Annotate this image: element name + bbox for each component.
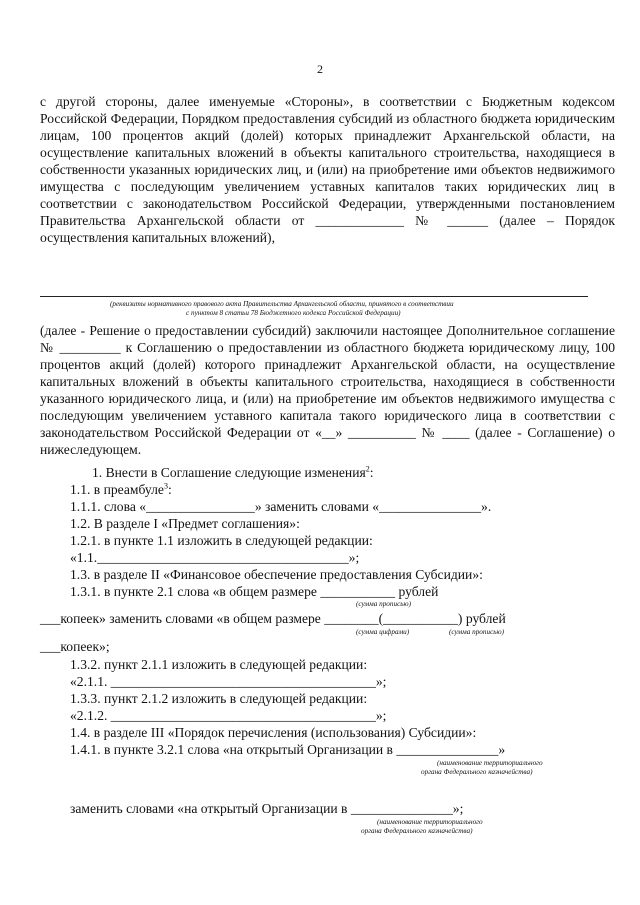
- item-1-3-1-cont: ___копеек» заменить словами «в общем размере ________(___________) рублей: [40, 611, 506, 626]
- item-1-3-1-end: ___копеек»;: [40, 639, 110, 654]
- note-normative-act-2: с пунктом 8 статьи 78 Бюджетного кодекса Российской Федерации): [186, 309, 401, 317]
- note-sum-digits: (сумма цифрами): [356, 628, 410, 636]
- note-treasury-2b: органа Федерального казначейства): [361, 827, 473, 835]
- item-1-4: 1.4. в разделе III «Порядок перечисления (использования) Субсидии»:: [70, 725, 477, 740]
- footnote-2: 2: [365, 464, 370, 474]
- footnote-3: 3: [163, 481, 168, 491]
- note-sum-words: (сумма прописью): [356, 600, 412, 608]
- item-1-3-1: 1.3.1. в пункте 2.1 слова «в общем размере ___________ рублей: [70, 584, 439, 599]
- item-1-1-colon: :: [167, 482, 172, 497]
- page-number: 2: [317, 62, 323, 76]
- item-1-3-2-text: «2.1.1. _______________________________________»;: [70, 674, 387, 689]
- signature-rule: [40, 296, 588, 297]
- paragraph-parties: с другой стороны, далее именуемые «Стороны», в соответствии с Бюджетным кодексом Российской Федерации, Порядком предоставления субсидий из областного бюджета юридическим лицам, 100 процентов акций (долей) которых принадлежит Архангельской области, на осуществление капитальных вложений в объекты капитального строительства, находящиеся в собственности указанных юридических лиц, и (или) на приобретение ими объектов недвижимого имущества с последующим увеличением уставных капиталов таких юридических лиц в соответствии с законодательством Российской Федерации, утвержденными постановлением Правительства Архангельской области от _____________ № ______ (далее – Порядок осуществления капитальных вложений),: [40, 94, 615, 245]
- item-1-3: 1.3. в разделе II «Финансовое обеспечение предоставления Субсидии»:: [70, 567, 483, 582]
- note-treasury-1b: органа Федерального казначейства): [421, 768, 533, 776]
- item-1-3-3: 1.3.3. пункт 2.1.2 изложить в следующей редакции:: [70, 691, 368, 706]
- paragraph-agreement: (далее - Решение о предоставлении субсидий) заключили настоящее Дополнительное соглашение № _________ к Соглашению о предоставлении из областного бюджета юридическому лицу, 100 процентов акций (долей) которого принадлежит Архангельской области, на осуществление капитальных вложений в объекты капитального строительства, находящиеся в собственности указанного юридического лица, и (или) на приобретение им объектов недвижимого имущества с последующим увеличением уставного капитала такого юридического лица в соответствии с законодательством Российской Федерации от «__» __________ № ____ (далее - Соглашение) о нижеследующем.: [40, 323, 615, 457]
- item-1-1: [70, 481, 172, 498]
- item-1-2-1-text: «1.1._____________________________________»;: [70, 550, 360, 565]
- note-sum-words-2: (сумма прописью): [449, 628, 505, 636]
- note-treasury-2a: (наименование территориального: [377, 818, 483, 826]
- item-1-4-1: 1.4.1. в пункте 3.2.1 слова «на открытый Организации в _______________»: [70, 742, 506, 757]
- item-1-text: 1. Внести в Соглашение следующие изменения: [92, 465, 366, 480]
- item-1-1-1: 1.1.1. слова «________________» заменить словами «_______________».: [70, 499, 492, 514]
- note-normative-act-1: (реквизиты нормативного правового акта Правительства Архангельской области, принятого в соответствии: [110, 300, 454, 308]
- item-1: [92, 464, 374, 481]
- item-1-3-3-text: «2.1.2. _______________________________________»;: [70, 708, 387, 723]
- item-1-2: 1.2. В разделе I «Предмет соглашения»:: [70, 516, 300, 531]
- item-1-3-2: 1.3.2. пункт 2.1.1 изложить в следующей редакции:: [70, 657, 368, 672]
- note-treasury-1a: (наименование территориального: [437, 759, 543, 767]
- replace-line: заменить словами «на открытый Организации в _______________»;: [70, 801, 464, 816]
- item-1-colon: :: [369, 465, 374, 480]
- item-1-2-1: 1.2.1. в пункте 1.1 изложить в следующей редакции:: [70, 533, 373, 548]
- item-1-1-text: 1.1. в преамбуле: [70, 482, 164, 497]
